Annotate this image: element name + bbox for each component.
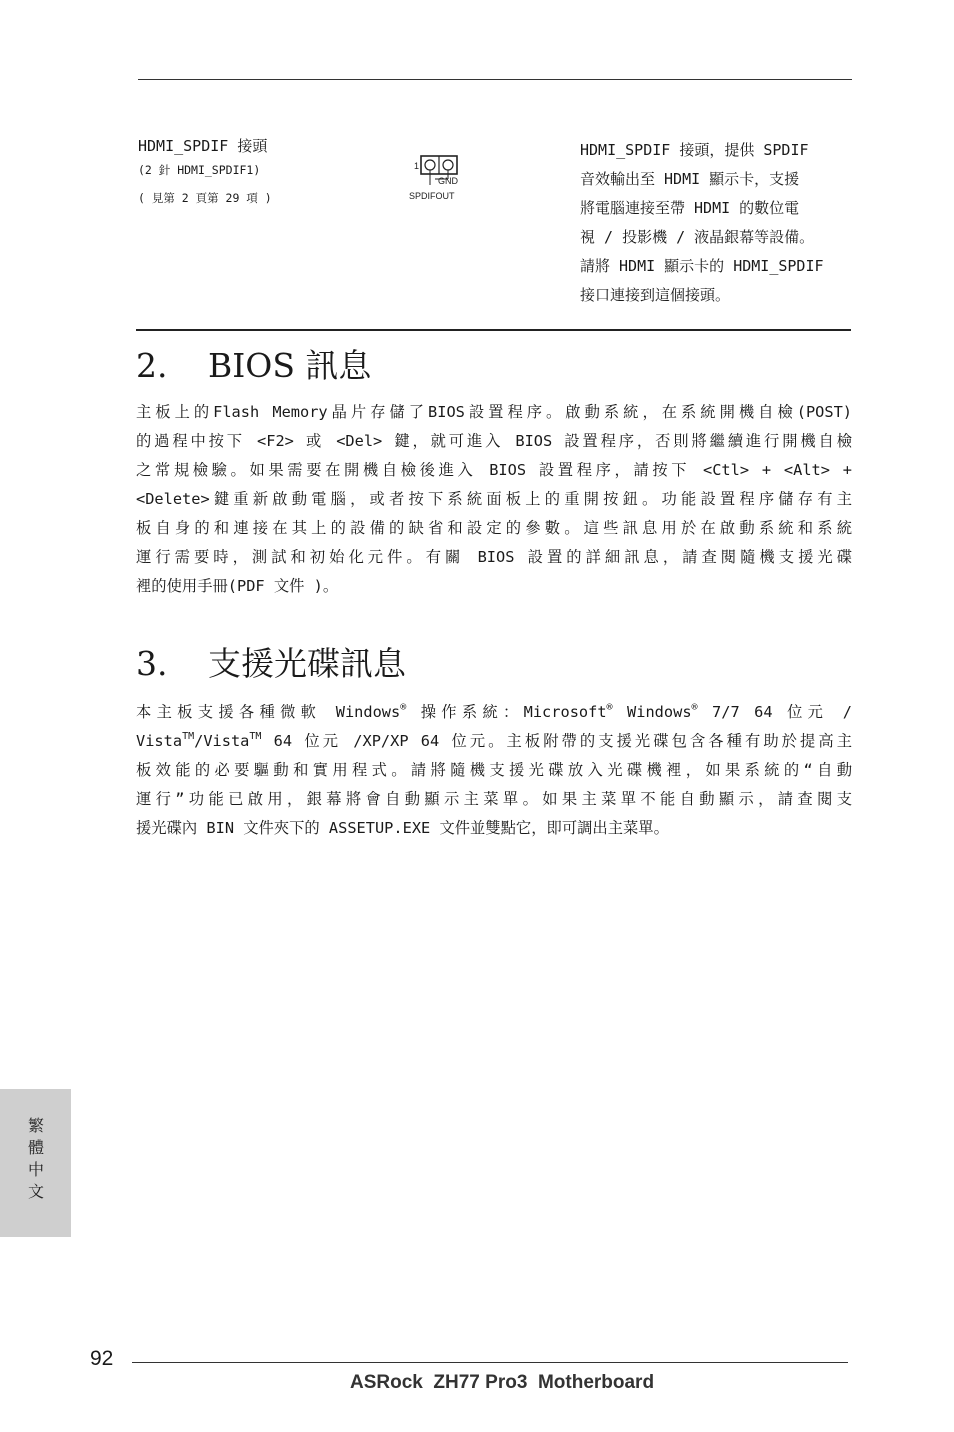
pin-1-icon	[425, 160, 435, 170]
section-3-body	[136, 698, 852, 843]
section-2-heading	[136, 346, 371, 386]
body-line: 的過程中按下 <F2> 或 <Del> 鍵，就可進入 BIOS 設置程序，否則將繼續進行開機自檢	[136, 432, 852, 450]
body-line: 裡的使用手冊(PDF 文件 )。	[136, 577, 339, 595]
section-3-title: 支援光碟訊息	[208, 644, 406, 683]
language-side-tab	[0, 1089, 71, 1237]
spdif-header-diagram	[405, 153, 485, 205]
trademark-mark: TM	[249, 731, 262, 742]
body-line: 本主板支援各種微軟 Windows® 操作系統：Microsoft® Windows® 7/7 64 位元 /	[136, 702, 852, 721]
description-line: HDMI_SPDIF 接頭，提供 SPDIF	[580, 141, 809, 159]
body-line: 援光碟內 BIN 文件夾下的 ASSETUP.EXE 文件並雙點它，即可調出主菜單。	[136, 819, 669, 837]
description-line: 請將 HDMI 顯示卡的 HDMI_SPDIF	[580, 257, 824, 275]
body-line: 板效能的必要驅動和實用程式。請將隨機支援光碟放入光碟機裡，如果系統的“自動	[136, 761, 852, 779]
footer-rule	[132, 1362, 848, 1363]
trademark-mark: TM	[182, 731, 195, 742]
connector-page-ref: ( 見第 2 頁第 29 項 )	[138, 191, 272, 205]
body-line: 運行需要時，測試和初始化元件。有關 BIOS 設置的詳細訊息，請查閱隨機支援光碟	[136, 548, 852, 566]
pin1-label: 1	[414, 161, 420, 171]
language-label: 繁體中文	[27, 1116, 44, 1201]
connector-description	[580, 136, 855, 310]
registered-mark: ®	[606, 702, 613, 713]
description-line: 將電腦連接至帶 HDMI 的數位電	[580, 199, 800, 217]
body-line: Vista™/Vista™ 64 位元 /XP/XP 64 位元。主板附帶的支援光碟包含各種有助於提高主	[136, 731, 852, 750]
body-line: <Delete>鍵重新啟動電腦，或者按下系統面板上的重開按鈕。功能設置程序儲存有主	[136, 490, 852, 508]
section-3-number: 3.	[136, 644, 168, 683]
registered-mark: ®	[691, 702, 698, 713]
section-3-heading	[136, 644, 406, 684]
spdifout-label: SPDIFOUT	[409, 191, 455, 201]
connector-pin-info: (2 針 HDMI_SPDIF1)	[138, 163, 261, 177]
top-rule	[138, 79, 852, 80]
body-line: 主板上的Flash Memory晶片存儲了BIOS設置程序。啟動系統，在系統開機自檢(POST)	[136, 403, 852, 421]
description-line: 接口連接到這個接頭。	[580, 286, 731, 304]
body-line: 之常規檢驗。如果需要在開機自檢後進入 BIOS 設置程序，請按下 <Ctl> + <Alt> +	[136, 461, 852, 479]
description-line: 視 / 投影機 / 液晶銀幕等設備。	[580, 228, 815, 246]
gnd-label: GND	[438, 176, 458, 186]
pin-2-icon	[443, 160, 453, 170]
footer-title: ASRock ZH77 Pro3 Motherboard	[350, 1372, 655, 1393]
section-2-body	[136, 398, 852, 601]
connector-name: HDMI_SPDIF 接頭	[138, 137, 268, 155]
section-divider	[136, 329, 851, 331]
body-line: 運行”功能已啟用，銀幕將會自動顯示主菜單。如果主菜單不能自動顯示，請查閱支	[136, 790, 852, 808]
section-2-number: 2.	[136, 346, 168, 385]
body-line: 板自身的和連接在其上的設備的缺省和設定的參數。這些訊息用於在啟動系統和系統	[136, 519, 852, 537]
description-line: 音效輸出至 HDMI 顯示卡，支援	[580, 170, 800, 188]
section-2-title: BIOS 訊息	[208, 346, 372, 385]
registered-mark: ®	[400, 702, 407, 713]
connector-label-block	[138, 136, 272, 212]
page-number: 92	[90, 1347, 114, 1370]
